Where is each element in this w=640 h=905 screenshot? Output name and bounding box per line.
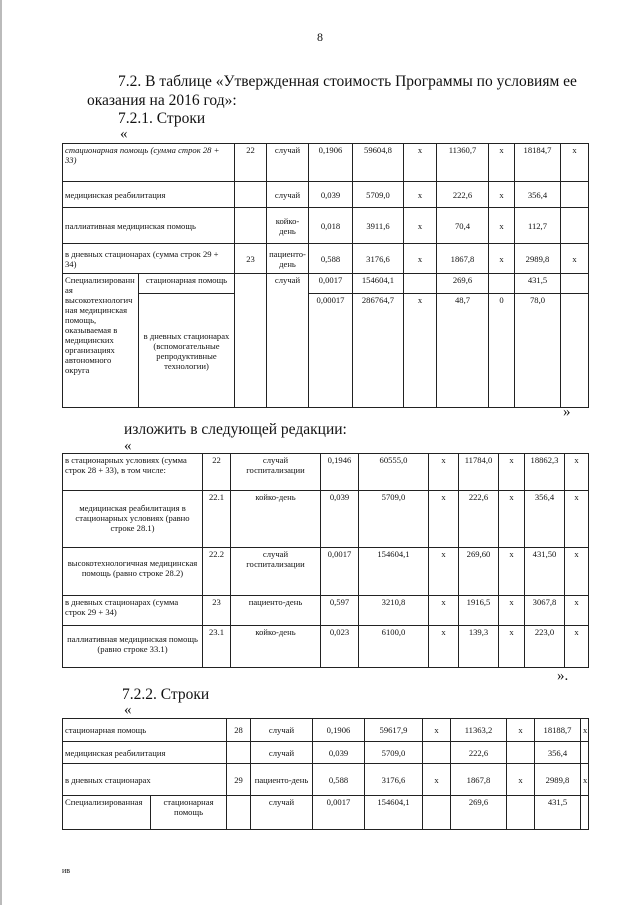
cell-value: х bbox=[499, 548, 525, 596]
cell-unit: случай bbox=[267, 144, 309, 182]
cell-line-number bbox=[227, 796, 251, 830]
cell-line-number: 22 bbox=[235, 144, 267, 182]
cell-value: х bbox=[429, 491, 459, 548]
cell-value: 223,0 bbox=[525, 626, 565, 668]
cell-value: х bbox=[429, 548, 459, 596]
cell-value: 18188,7 bbox=[535, 719, 581, 742]
cell-value bbox=[507, 742, 535, 764]
cell-cost: 5709,0 bbox=[365, 742, 423, 764]
cell-value: х bbox=[499, 454, 525, 491]
cell-label: стационарная помощь (сумма строк 28 + 33) bbox=[63, 144, 235, 182]
cell-value: 356,4 bbox=[515, 182, 561, 208]
page-number: 8 bbox=[317, 30, 323, 44]
cell-cost: 60555,0 bbox=[359, 454, 429, 491]
cell-line-number bbox=[235, 208, 267, 244]
cell-value: 78,0 bbox=[515, 294, 561, 408]
cell-value: х bbox=[423, 764, 451, 796]
cell-value bbox=[561, 208, 589, 244]
restate-text: изложить в следующей редакции: bbox=[124, 421, 347, 438]
table-row bbox=[63, 294, 589, 408]
cell-line-number bbox=[235, 274, 267, 408]
cell-value: 112,7 bbox=[515, 208, 561, 244]
cell-value: 139,3 bbox=[459, 626, 499, 668]
cell-value: 222,6 bbox=[459, 491, 499, 548]
cell-cost: 3176,6 bbox=[353, 244, 404, 274]
cell-unit: пациенто-день bbox=[251, 764, 313, 796]
cell-value: 18184,7 bbox=[515, 144, 561, 182]
cell-value: х bbox=[581, 719, 589, 742]
footer-mark: ив bbox=[62, 866, 71, 875]
cell-value: 356,4 bbox=[525, 491, 565, 548]
cell-value: х bbox=[429, 596, 459, 626]
cell-cost: 154604,1 bbox=[365, 796, 423, 830]
cell-volume: 0,00017 bbox=[309, 294, 353, 408]
cell-value: х bbox=[404, 182, 437, 208]
table-row bbox=[63, 626, 589, 668]
cell-value: х bbox=[565, 491, 589, 548]
cell-value: х bbox=[489, 182, 515, 208]
cell-line-number: 23.1 bbox=[203, 626, 231, 668]
cell-line-number: 29 bbox=[227, 764, 251, 796]
cell-value: 1916,5 bbox=[459, 596, 499, 626]
cell-label: медицинская реабилитация bbox=[63, 182, 235, 208]
cell-label: стационарная помощь bbox=[63, 719, 227, 742]
cell-value: х bbox=[499, 596, 525, 626]
cell-label: в дневных стационарах (сумма строк 29 + 34) bbox=[63, 244, 235, 274]
cell-value: 48,7 bbox=[437, 294, 489, 408]
cell-volume: 0,588 bbox=[313, 764, 365, 796]
cell-volume: 0,1946 bbox=[321, 454, 359, 491]
cell-line-number: 23 bbox=[235, 244, 267, 274]
cell-volume: 0,018 bbox=[309, 208, 353, 244]
cell-value: х bbox=[565, 596, 589, 626]
cell-line-number: 28 bbox=[227, 719, 251, 742]
cell-value: х bbox=[565, 454, 589, 491]
cell-group-label: Специализированная высокотехнологичная медицинская помощь, оказываемая в медицинских организациях автономного округа bbox=[63, 274, 139, 408]
cell-value: х bbox=[489, 208, 515, 244]
cell-value: х bbox=[429, 626, 459, 668]
cell-cost: 3911,6 bbox=[353, 208, 404, 244]
open-quote-2: « bbox=[124, 438, 132, 454]
cell-label: высокотехнологичная медицинская помощь (равно строке 28.2) bbox=[63, 548, 203, 596]
cell-value: 431,5 bbox=[515, 274, 561, 294]
cell-label: паллиативная медицинская помощь bbox=[63, 208, 235, 244]
cell-value bbox=[489, 274, 515, 294]
cell-value: х bbox=[429, 454, 459, 491]
cell-label: в стационарных условиях (сумма строк 28 + 33), в том числе: bbox=[63, 454, 203, 491]
table-row bbox=[63, 454, 589, 491]
cell-label: паллиативная медицинская помощь (равно строке 33.1) bbox=[63, 626, 203, 668]
cell-value: х bbox=[565, 626, 589, 668]
cell-value bbox=[581, 742, 589, 764]
cell-value: 269,60 bbox=[459, 548, 499, 596]
cell-value: х bbox=[507, 764, 535, 796]
cell-value: 269,6 bbox=[437, 274, 489, 294]
cell-line-number bbox=[235, 182, 267, 208]
cell-value: х bbox=[489, 244, 515, 274]
table-row bbox=[63, 182, 589, 208]
cell-value: х bbox=[404, 294, 437, 408]
cell-cost: 154604,1 bbox=[353, 274, 404, 294]
cell-group-label: Специализированная bbox=[63, 796, 151, 830]
cell-cost: 286764,7 bbox=[353, 294, 404, 408]
subsection-7-2-1: 7.2.1. Строки bbox=[118, 110, 206, 127]
table-row bbox=[63, 548, 589, 596]
cell-value bbox=[561, 182, 589, 208]
cell-unit: случай bbox=[267, 274, 309, 408]
cell-value: х bbox=[561, 144, 589, 182]
cell-value: 3067,8 bbox=[525, 596, 565, 626]
table-row bbox=[63, 244, 589, 274]
close-quote-1: » bbox=[563, 404, 571, 420]
cell-value: х bbox=[423, 719, 451, 742]
cell-value bbox=[423, 796, 451, 830]
table-row bbox=[63, 596, 589, 626]
cell-volume: 0,597 bbox=[321, 596, 359, 626]
cell-cost: 5709,0 bbox=[353, 182, 404, 208]
cell-label: медицинская реабилитация bbox=[63, 742, 227, 764]
cell-value: х bbox=[404, 144, 437, 182]
cell-volume: 0,0017 bbox=[313, 796, 365, 830]
cell-value bbox=[423, 742, 451, 764]
cell-unit: койко-день bbox=[231, 491, 321, 548]
table-row bbox=[63, 796, 589, 830]
cell-value bbox=[404, 274, 437, 294]
cell-sublabel: стационарная помощь bbox=[139, 274, 235, 294]
cell-value: х bbox=[499, 491, 525, 548]
cell-unit: койко-день bbox=[231, 626, 321, 668]
scan-edge bbox=[0, 0, 2, 905]
cell-value: 269,6 bbox=[451, 796, 507, 830]
cell-cost: 6100,0 bbox=[359, 626, 429, 668]
cell-label: в дневных стационарах bbox=[63, 764, 227, 796]
cell-value: 431,5 bbox=[535, 796, 581, 830]
cell-cost: 3210,8 bbox=[359, 596, 429, 626]
cell-value: х bbox=[499, 626, 525, 668]
section-7-2-line2: оказания на 2016 год»: bbox=[87, 92, 237, 109]
cell-value: х bbox=[507, 719, 535, 742]
table-row bbox=[63, 764, 589, 796]
cell-value bbox=[561, 274, 589, 294]
cell-line-number: 22.1 bbox=[203, 491, 231, 548]
cell-unit: случай bbox=[251, 742, 313, 764]
cell-value: х bbox=[565, 548, 589, 596]
table-old-rows-7-2-1 bbox=[62, 143, 589, 408]
table-row bbox=[63, 208, 589, 244]
cell-volume: 0,0017 bbox=[321, 548, 359, 596]
cell-value bbox=[507, 796, 535, 830]
cell-value: 431,50 bbox=[525, 548, 565, 596]
cell-volume: 0,1906 bbox=[309, 144, 353, 182]
cell-sublabel: в дневных стационарах (вспомогательные репродуктивные технологии) bbox=[139, 294, 235, 408]
cell-volume: 0,1906 bbox=[313, 719, 365, 742]
cell-value: х bbox=[404, 208, 437, 244]
table-row bbox=[63, 274, 589, 294]
table-rows-7-2-2 bbox=[62, 718, 589, 830]
cell-line-number: 22.2 bbox=[203, 548, 231, 596]
cell-value: 2989,8 bbox=[535, 764, 581, 796]
cell-value: х bbox=[561, 244, 589, 274]
section-7-2-line1: 7.2. В таблице «Утвержденная стоимость Программы по условиям ее bbox=[118, 73, 577, 90]
cell-unit: случай госпитализации bbox=[231, 454, 321, 491]
cell-value bbox=[581, 796, 589, 830]
cell-unit: случай bbox=[251, 796, 313, 830]
table-row bbox=[63, 491, 589, 548]
table-row bbox=[63, 719, 589, 742]
cell-unit: пациенто-день bbox=[267, 244, 309, 274]
cell-cost: 59617,9 bbox=[365, 719, 423, 742]
cell-value: 222,6 bbox=[451, 742, 507, 764]
cell-sublabel: стационарная помощь bbox=[151, 796, 227, 830]
open-quote-1: « bbox=[120, 126, 128, 142]
table-row bbox=[63, 144, 589, 182]
cell-unit: случай bbox=[267, 182, 309, 208]
cell-volume: 0,588 bbox=[309, 244, 353, 274]
cell-value: 11363,2 bbox=[451, 719, 507, 742]
cell-value: 222,6 bbox=[437, 182, 489, 208]
cell-value: 356,4 bbox=[535, 742, 581, 764]
close-quote-2: ». bbox=[557, 668, 569, 684]
cell-value: х bbox=[581, 764, 589, 796]
cell-label: медицинская реабилитация в стационарных условиях (равно строке 28.1) bbox=[63, 491, 203, 548]
cell-unit: койко-день bbox=[267, 208, 309, 244]
cell-line-number: 22 bbox=[203, 454, 231, 491]
subsection-7-2-2: 7.2.2. Строки bbox=[122, 686, 210, 703]
table-row bbox=[63, 742, 589, 764]
cell-unit: случай bbox=[251, 719, 313, 742]
open-quote-3: « bbox=[124, 702, 132, 718]
cell-value bbox=[561, 294, 589, 408]
cell-value: 18862,3 bbox=[525, 454, 565, 491]
cell-value: х bbox=[404, 244, 437, 274]
table-new-rows-7-2-1 bbox=[62, 453, 589, 668]
cell-cost: 59604,8 bbox=[353, 144, 404, 182]
cell-value: 11360,7 bbox=[437, 144, 489, 182]
cell-value: 1867,8 bbox=[437, 244, 489, 274]
cell-volume: 0,039 bbox=[321, 491, 359, 548]
cell-value: 11784,0 bbox=[459, 454, 499, 491]
cell-value: х bbox=[489, 144, 515, 182]
cell-volume: 0,039 bbox=[309, 182, 353, 208]
cell-label: в дневных стационарах (сумма строк 29 + 34) bbox=[63, 596, 203, 626]
cell-value: 70,4 bbox=[437, 208, 489, 244]
cell-value: 0 bbox=[489, 294, 515, 408]
cell-volume: 0,023 bbox=[321, 626, 359, 668]
cell-unit: пациенто-день bbox=[231, 596, 321, 626]
cell-value: 2989,8 bbox=[515, 244, 561, 274]
cell-value: 1867,8 bbox=[451, 764, 507, 796]
cell-cost: 154604,1 bbox=[359, 548, 429, 596]
cell-line-number: 23 bbox=[203, 596, 231, 626]
cell-cost: 5709,0 bbox=[359, 491, 429, 548]
cell-volume: 0,0017 bbox=[309, 274, 353, 294]
cell-line-number bbox=[227, 742, 251, 764]
cell-volume: 0,039 bbox=[313, 742, 365, 764]
cell-unit: случай госпитализации bbox=[231, 548, 321, 596]
cell-cost: 3176,6 bbox=[365, 764, 423, 796]
